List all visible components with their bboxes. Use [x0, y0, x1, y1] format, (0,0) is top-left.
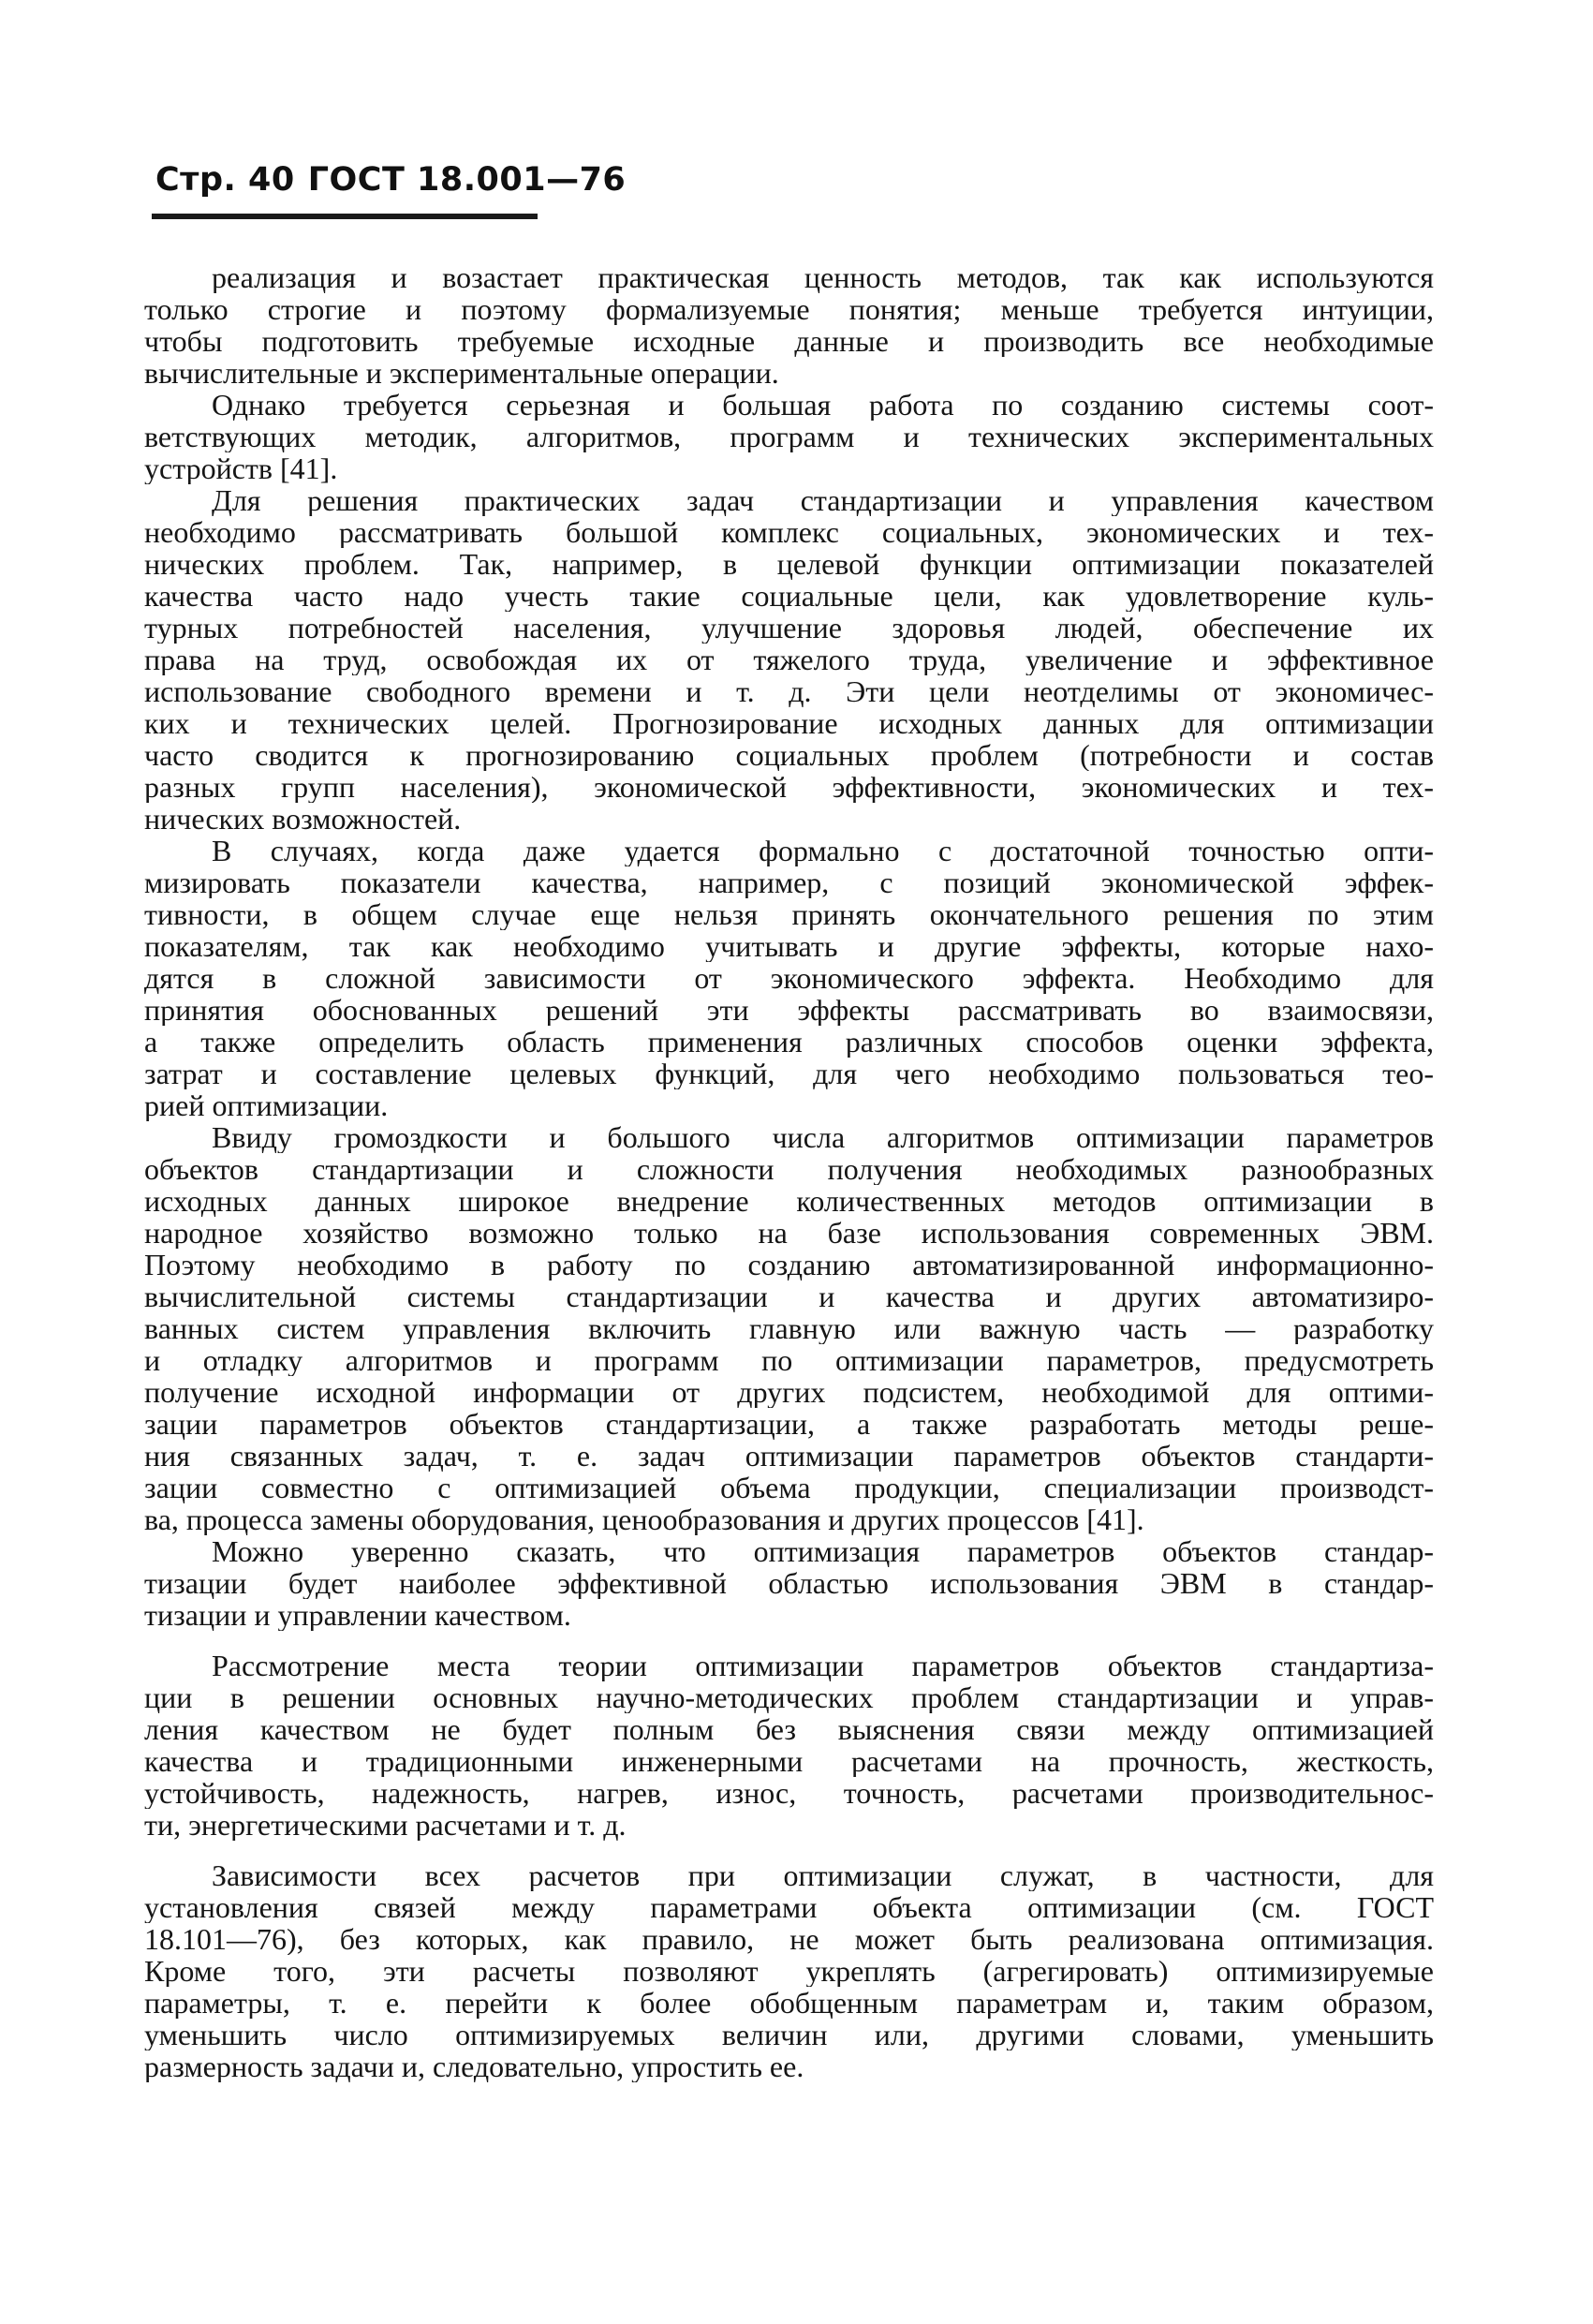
text-line: народное хозяйство возможно только на базе использования современных ЭВМ.	[144, 1217, 1434, 1249]
text-line: рией оптимизации.	[144, 1089, 389, 1121]
text-line: права на труд, освобождая их от тяжелого труда, увеличение и эффективное	[144, 644, 1434, 675]
text-line: принятия обоснованных решений эти эффекты рассматривать во взаимосвязи,	[144, 994, 1434, 1026]
text-line: дятся в сложной зависимости от экономического эффекта. Необходимо для	[144, 962, 1434, 994]
paragraph	[144, 1650, 1434, 1841]
text-line: ции в решении основных научно-методических проблем стандартизации и управ-	[144, 1681, 1434, 1713]
text-line: получение исходной информации от других подсистем, необходимой для оптими-	[144, 1376, 1434, 1408]
text-line: реализация и возастает практическая ценность методов, так как используются	[212, 261, 1434, 293]
text-line: чтобы подготовить требуемые исходные данные и производить все необходимые	[144, 325, 1434, 357]
text-line: качества и традиционными инженерными расчетами на прочность, жесткость,	[144, 1745, 1434, 1777]
text-line: 18.101—76), без которых, как правило, не может быть реализована оптимизация.	[144, 1923, 1434, 1955]
text-line: качества часто надо учесть такие социальные цели, как удовлетворение куль-	[144, 580, 1434, 612]
text-line: Рассмотрение места теории оптимизации параметров объектов стандартиза-	[212, 1650, 1434, 1681]
text-line: ветствующих методик, алгоритмов, программ и технических экспериментальных	[144, 421, 1434, 452]
text-line: вычислительной системы стандартизации и качества и других автоматизиро-	[144, 1280, 1434, 1312]
page-number: Стр. 40	[155, 161, 295, 199]
paragraph	[144, 1535, 1434, 1631]
text-line: уменьшить число оптимизируемых величин или, другими словами, уменьшить	[144, 2019, 1434, 2050]
body-text	[144, 261, 1434, 2082]
paragraph-gap	[144, 1841, 1434, 1859]
text-line: размерность задачи и, следовательно, упростить ее.	[144, 2050, 804, 2082]
paragraph	[144, 261, 1434, 389]
standard-designation: ГОСТ 18.001—76	[307, 161, 627, 199]
paragraph	[144, 1859, 1434, 2082]
text-line: Однако требуется серьезная и большая работа по созданию системы соот-	[212, 389, 1434, 421]
text-line: зации параметров объектов стандартизации, а также разработать методы реше-	[144, 1408, 1434, 1440]
paragraph	[144, 1121, 1434, 1535]
text-line: турных потребностей населения, улучшение здоровья людей, обеспечение их	[144, 612, 1434, 644]
text-line: разных групп населения), экономической эффективности, экономических и тех-	[144, 771, 1434, 803]
text-line: вычислительные и экспериментальные операции.	[144, 357, 779, 389]
paragraph	[144, 389, 1434, 484]
text-line: нических проблем. Так, например, в целевой функции оптимизации показателей	[144, 548, 1434, 580]
paragraph	[144, 484, 1434, 835]
header-rule	[152, 214, 538, 219]
text-line: Ввиду громоздкости и большого числа алгоритмов оптимизации параметров	[212, 1121, 1434, 1153]
text-line: установления связей между параметрами объекта оптимизации (см. ГОСТ	[144, 1891, 1434, 1923]
text-line: использование свободного времени и т. д. Эти цели неотделимы от экономичес-	[144, 675, 1434, 707]
text-line: Зависимости всех расчетов при оптимизации служат, в частности, для	[212, 1859, 1434, 1891]
text-line: часто сводится к прогнозированию социальных проблем (потребности и состав	[144, 739, 1434, 771]
text-line: устойчивость, надежность, нагрев, износ, точность, расчетами производительнос-	[144, 1777, 1434, 1809]
text-line: Поэтому необходимо в работу по созданию автоматизированной информационно-	[144, 1249, 1434, 1280]
paragraph	[144, 835, 1434, 1121]
text-line: ва, процесса замены оборудования, ценообразования и других процессов [41].	[144, 1503, 1144, 1535]
text-line: тивности, в общем случае еще нельзя принять окончательного решения по этим	[144, 898, 1434, 930]
text-line: ния связанных задач, т. е. задач оптимизации параметров объектов стандарти-	[144, 1440, 1434, 1472]
paragraph-gap	[144, 1631, 1434, 1650]
text-line: Для решения практических задач стандартизации и управления качеством	[212, 484, 1434, 516]
text-line: исходных данных широкое внедрение количественных методов оптимизации в	[144, 1185, 1434, 1217]
text-line: ления качеством не будет полным без выяснения связи между оптимизацией	[144, 1713, 1434, 1745]
text-line: зации совместно с оптимизацией объема продукции, специализации производст-	[144, 1472, 1434, 1503]
text-line: Кроме того, эти расчеты позволяют укреплять (агрегировать) оптимизируемые	[144, 1955, 1434, 1987]
text-line: и отладку алгоритмов и программ по оптимизации параметров, предусмотреть	[144, 1344, 1434, 1376]
text-line: мизировать показатели качества, например, с позиций экономической эффек-	[144, 866, 1434, 898]
text-line: а также определить область применения различных способов оценки эффекта,	[144, 1026, 1434, 1058]
text-line: тизации и управлении качеством.	[144, 1599, 571, 1631]
text-line: объектов стандартизации и сложности получения необходимых разнообразных	[144, 1153, 1434, 1185]
text-line: В случаях, когда даже удается формально с достаточной точностью опти-	[212, 835, 1434, 866]
text-line: Можно уверенно сказать, что оптимизация параметров объектов стандар-	[212, 1535, 1434, 1567]
text-line: ванных систем управления включить главную или важную часть — разработку	[144, 1312, 1434, 1344]
text-line: только строгие и поэтому формализуемые понятия; меньше требуется интуиции,	[144, 293, 1434, 325]
running-header	[155, 161, 626, 199]
text-line: показателям, так как необходимо учитывать и другие эффекты, которые нахо-	[144, 930, 1434, 962]
text-line: устройств [41].	[144, 452, 338, 484]
text-line: параметры, т. е. перейти к более обобщенным параметрам и, таким образом,	[144, 1987, 1434, 2019]
text-line: необходимо рассматривать большой комплекс социальных, экономических и тех-	[144, 516, 1434, 548]
text-line: нических возможностей.	[144, 803, 462, 835]
text-line: затрат и составление целевых функций, для чего необходимо пользоваться тео-	[144, 1058, 1434, 1089]
text-line: ти, энергетическими расчетами и т. д.	[144, 1809, 627, 1841]
text-line: тизации будет наиболее эффективной областью использования ЭВМ в стандар-	[144, 1567, 1434, 1599]
text-line: ких и технических целей. Прогнозирование исходных данных для оптимизации	[144, 707, 1434, 739]
